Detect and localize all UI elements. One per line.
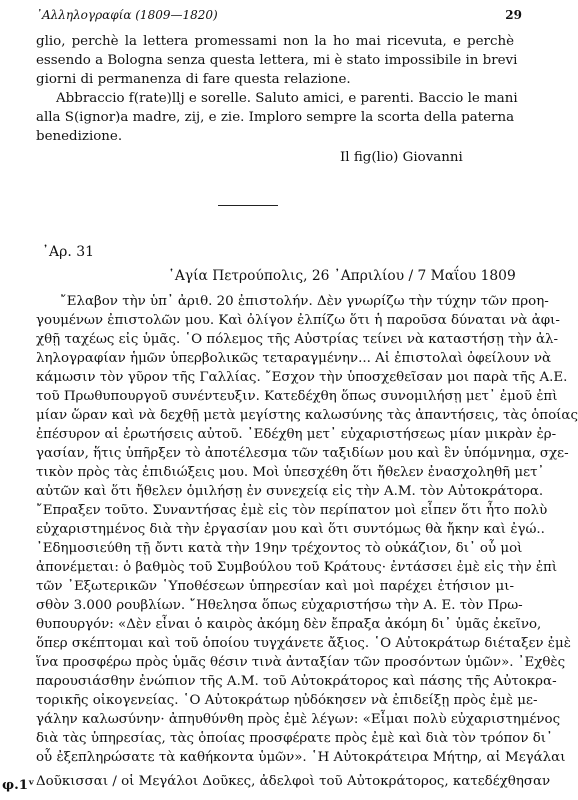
- letter-line: εὐχαριστημένος διὰ τὴν ἐργασίαν μου καὶ ὅτι συντόμως θὰ ἤκην καὶ ἐγώ..: [36, 522, 545, 537]
- letter-number: ᾿Αρ. 31: [42, 244, 95, 260]
- italian-line: benedizione.: [36, 129, 123, 144]
- signature: Il fig(lio) Giovanni: [340, 150, 463, 165]
- letter-line: διὰ τὰς ὑπηρεσίας, τὰς ὁποίας προσφέρατε πρὸς ἐμὲ καὶ διὰ τὸν τρόπον δι᾿: [36, 731, 553, 746]
- letter-line: αὐτῶν καὶ ὅτι ἤθελεν ὁμιλήσῃ ἐν συνεχείᾳ εἰς τὴν Α.Μ. τὸν Αὐτοκράτορα.: [36, 484, 544, 499]
- section-divider: [218, 205, 278, 206]
- italian-line: Abbraccio f(rate)llj e sorelle. Saluto amici, e parenti. Baccio le mani: [56, 91, 518, 106]
- letter-line: ῎Ελαβον τὴν ὑπ᾿ ἀριθ. 20 ἐπιστολήν. Δὲν γνωρίζω τὴν τύχην τῶν προη-: [60, 294, 549, 309]
- letter-line: ἐπέσυρον αἱ ἐρωτήσεις αὐτοῦ. ᾿Εδέχθη μετ᾿ εὐχαριστήσεως μίαν μικρὰν ἐρ-: [36, 427, 557, 442]
- italian-line: glio, perchè la lettera promessami non la ho mai ricevuta, e perchè: [36, 34, 514, 49]
- letter-line: τῶν ᾿Εξωτερικῶν ῾Υποθέσεων ὑπηρεσίαν καὶ μοὶ παρέχει ἐτήσιον μι-: [36, 579, 514, 594]
- italian-line: essendo a Bologna senza questa lettera, mi è stato impossibile in brevi: [36, 53, 518, 68]
- letter-line: σθὸν 3.000 ρουβλίων. ῎Ηθελησα ὅπως εὐχαριστήσω τὴν Α. Ε. τὸν Πρω-: [36, 598, 523, 613]
- letter-line: ἀπονέμεται: ὁ βαθμὸς τοῦ Συμβούλου τοῦ Κράτους· ἐντάσσει ἐμὲ εἰς τὴν ἐπὶ: [36, 560, 558, 575]
- page-number: 29: [505, 8, 522, 22]
- italian-line: alla S(ignor)a madre, zij, e zie. Imploro sempre la scorta della paterna: [36, 110, 515, 125]
- letter-line: Δοῦκισσαι / οἱ Μεγάλοι Δοῦκες, ἀδελφοὶ τοῦ Αὐτοκράτορος, κατεδέχθησαν: [36, 774, 551, 789]
- letter-line: ᾿Εδημοσιεύθη τῇ ὄντι κατὰ τὴν 19ην τρέχοντος τὸ οὐκάζιον, δι᾿ οὗ μοὶ: [36, 541, 523, 556]
- letter-line: ῎Επραξεν τοῦτο. Συναντήσας ἐμὲ εἰς τὸν περίπατον μοὶ εἶπεν ὅτι ἦτο πολὺ: [36, 503, 548, 518]
- letter-line: γάλην καλωσύνην· ἀπηυθύνθη πρὸς ἐμὲ λέγων: «Εἶμαι πολὺ εὐχαριστημένος: [36, 712, 561, 727]
- letter-line: ληλογραφίαν ἡμῶν ὑπερβολικῶς τεταραγμένην... Αἱ ἐπιστολαὶ ὀφείλουν νὰ: [36, 351, 552, 366]
- letter-line: κάμωσιν τὸν γῦρον τῆς Γαλλίας. ῎Εσχον τὴν ὑποσχεθεῖσαν μοι παρὰ τῆς Α.Ε.: [36, 370, 568, 385]
- letter-line: ὅπερ σκέπτομαι καὶ τοῦ ὁποίου τυγχάνετε ἄξιος. ῾Ο Αὐτοκράτωρ διέταξεν ἐμὲ: [36, 636, 571, 651]
- letter-line: οὗ ἐξεπληρώσατε τὰ καθήκοντα ὑμῶν». ῾Η Αὐτοκράτειρα Μήτηρ, αἱ Μεγάλαι: [36, 750, 566, 765]
- running-title: ᾿Αλληλογραφία (1809—1820): [36, 8, 218, 22]
- letter-line: γουμένων ἐπιστολῶν μου. Καὶ ὀλίγον ἐλπίζω ὅτι ἡ παροῦσα δύναται νὰ ἀφι-: [36, 313, 560, 328]
- letter-line: παρουσιάσθην ἐνώπιον τῆς Α.Μ. τοῦ Αὐτοκράτορος καὶ πάσης τῆς Αὐτοκρα-: [36, 674, 557, 689]
- letter-line: μίαν ὥραν καὶ νὰ δεχθῇ μετὰ μεγίστης καλωσύνης τὰς ἀπαντήσεις, τὰς ὁποίας: [36, 408, 578, 423]
- letter-line: χθῇ ταχέως εἰς ὑμᾶς. ῾Ο πόλεμος τῆς Αὐστρίας τείνει νὰ καταστήσῃ τὴν ἀλ-: [36, 332, 559, 347]
- italian-line: giorni di permanenza di fare questa relazione.: [36, 72, 351, 87]
- letter-line: τορικῆς οἰκογενείας. ῾Ο Αὐτοκράτωρ ηὐδόκησεν νὰ ἐπιδείξῃ πρὸς ἐμὲ με-: [36, 693, 538, 708]
- letter-line: τοῦ Πρωθυπουργοῦ συνέντευξιν. Κατεδέχθη ὅπως συνομιλήσῃ μετ᾿ ἐμοῦ ἐπὶ: [36, 389, 558, 404]
- letter-line: ἵνα προσφέρω πρὸς ὑμᾶς θέσιν τινὰ ἀνταξίαν τῶν προσόντων ὑμῶν». ᾿Εχθὲς: [36, 655, 566, 670]
- letter-line: θυπουργόν: «Δὲν εἶναι ὁ καιρὸς ἀκόμη̣ δὲν ἔπραξα ἀκόμη δι᾿ ὑμᾶς ἐκεῖνο,: [36, 617, 542, 632]
- folio-margin-note: φ.1ᵛ: [2, 777, 35, 793]
- page-header: [36, 8, 522, 26]
- letter-line: τικὸν πρὸς τὰς ἐπιδιώξεις μου. Μοὶ ὑπεσχέθη ὅτι ἤθελεν ἐνασχοληθῆ μετ᾿: [36, 465, 545, 480]
- letter-dateline: ῾Αγία Πετρούπολις, 26 ᾿Απριλίου / 7 Μαΐου 1809: [168, 268, 516, 284]
- letter-line: γασίαν, ἥτις ὑπῆρξεν τὸ ἀποτέλεσμα τῶν ταξιδίων μου καὶ ἓν ὑπόμνημα, σχε-: [36, 446, 569, 461]
